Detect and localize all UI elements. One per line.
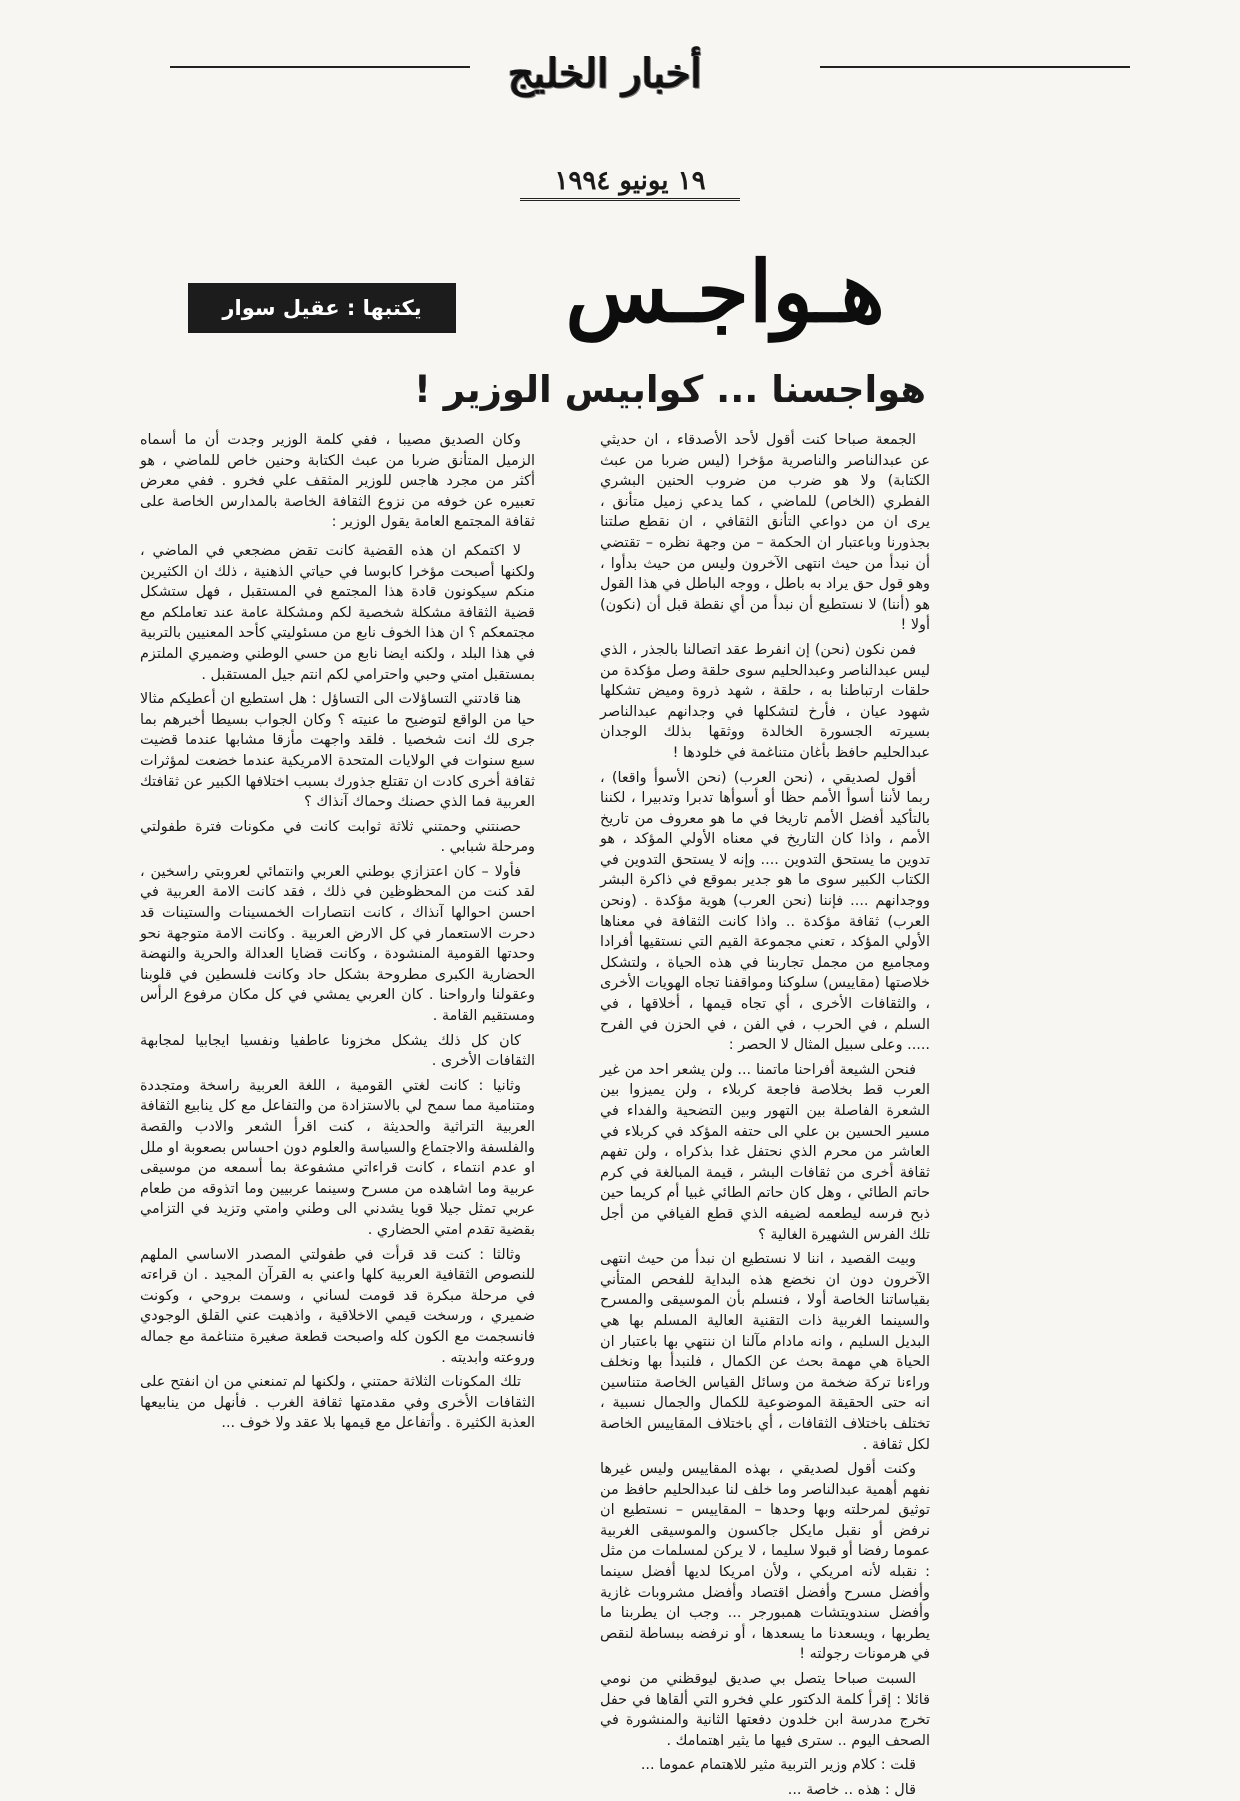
article-column-left <box>140 430 535 1434</box>
newspaper-logo-text: أخبار الخليج <box>508 49 702 97</box>
newspaper-logo <box>500 42 710 104</box>
article-column-right <box>600 430 930 1801</box>
paragraph: وبيت القصيد ، اننا لا نستطيع ان نبدأ من حيث انتهى الآخرون دون ان نخضع هذه البداية للفحص المتأني بقياساتنا الخاصة أولا ، فنسلم بأن الموسيقى والمسرح والسينما الغربية ذات التقنية العالية المسلم بها هي البديل السليم ، وانه مادام مآلنا ان ننتهي بها باعتبار ان الحياة هي مهمة بحث عن الكمال ، فلنبدأ بها ونخلف وراءنا تركة ضخمة من وسائل القياس الخاصة متناسين انه حتى الحقيقة الموضوعية للكمال والجمال نسبية ، تختلف باختلاف الثقافات ، أي باختلاف المقاييس الخاصة لكل ثقافة . <box>600 1251 930 1453</box>
paragraph: قال : هذه .. خاصة ... <box>787 1782 916 1798</box>
paragraph: فنحن الشيعة أفراحنا ماتمنا ... ولن يشعر احد من غير العرب قط بخلاصة فاجعة كربلاء ، ولن يميزوا بين الشعرة الفاصلة بين التهور وبين التضحية والفداء في مسير الحسين بن علي الى حتفه المؤكد في كربلاء في العاشر من محرم الذي نحتفل غدا بذكراه ، ولن تفهم ثقافة أخرى من ثقافات البشر ، قيمة المبالغة في كرم حاتم الطائي ، وهل كان حاتم الطائي غبيا أم كريما حين ذبح فرسه ليطعمه لضيفه الذي قطع الفيافي من أجل تلك الفرس الشهيرة الغالية ؟ <box>600 1061 930 1243</box>
paragraph: وكنت أقول لصديقي ، بهذه المقاييس وليس غيرها نفهم أهمية عبدالناصر وما خلف لنا عبدالحليم حافظ من توثيق لمرحلته وبها وحدها – المقاييس – نستطيع ان نرفض أو نقبل مايكل جاكسون والموسيقى الغربية عموما رفضا أو قبولا سليما ، لا يركن لمسلمات من مثل : نقبله لأنه امريكي ، ولأن امريكا لديها أفضل سينما وأفضل مسرح وأفضل اقتصاد وأفضل مشروبات غازية وأفضل سندويتشات همبورجر ... وجب ان يطربنا ما يطربها ، ويسعدنا ما يسعدها ، أو نرفضه ببساطة لنقص في هرمونات رجولته ! <box>600 1461 930 1663</box>
issue-date: ١٩ يونيو ١٩٩٤ <box>520 166 740 201</box>
quote-paragraph: فأولا – كان اعتزازي بوطني العربي وانتمائي لعروبتي راسخين ، لقد كنت من المحظوظين في ذلك ، فقد كانت الامة العربية في احسن احوالها آنذاك ، كانت انتصارات الخمسينات والستينات قد دحرت الاستعمار في كل الارض العربية . وكانت الامة متوجهة نحو وحدتها القومية المنشودة ، وكانت قضايا العدالة والحرية والنهضة الحضارية الكبرى مطروحة بشكل حاد وكانت فلسطين في قلوبنا وعقولنا وارواحنا . كان العربي يمشي في كل مكان مرفوع الرأس ومستقيم القامة . <box>140 863 535 1025</box>
paragraph: السبت صباحا يتصل بي صديق ليوقظني من نومي قائلا : إقرأ كلمة الدكتور علي فخرو التي ألقاها في حفل تخرج مدرسة ابن خلدون دفعتها الثانية والمنشورة في الصحف اليوم .. سترى فيها ما يثير اهتمامك . <box>600 1671 930 1749</box>
masthead-rule-left <box>170 66 470 68</box>
quote-paragraph: لا اكتمكم ان هذه القضية كانت تقض مضجعي في الماضي ، ولكنها أصبحت مؤخرا كابوسا في حياتي الذهنية ، ذلك ان الكثيرين منكم سيكونون قادة هذا المجتمع في المستقبل ، فهل ستشكل قضية الثقافة مشكلة شخصية لكم ومشكلة عامة عند تعاملكم مع مجتمعكم ؟ ان هذا الخوف نابع من مسئوليتي كأحد المعنيين بالتربية في هذا البلد ، ولكنه ايضا نابع من حسي الوطني وضميري الملتزم بمستقبل امتي وحبي واحترامي لكم انتم جيل المستقبل . <box>140 542 535 683</box>
paragraph-intro: وكان الصديق مصيبا ، ففي كلمة الوزير وجدت أن ما أسماه الزميل المتأنق ضربا من عبث الكتابة وحنين خاص للماضي ، هو أكثر من مجرد هاجس للوزير المثقف علي فخرو . ففي معرض تعبيره عن خوفه من نزوع الثقافة الخاصة بالمدارس الخاصة على ثقافة المجتمع العامة يقول الوزير : <box>140 432 535 531</box>
paragraph: فمن نكون (نحن) إن انفرط عقد اتصالنا بالجذر ، الذي ليس عبدالناصر وعبدالحليم سوى حلقة وصل مؤكدة من حلقات ارتباطنا به ، حلقة ، شهد ذروة وميض تشكلها شهود عيان ، فأرخ لتشكلها في وجدانهم عبدالناصر بسيرته الجسورة الخالدة ووثقها بذلك الوجدان عبدالحليم حافظ بأغان متناغمة في خلودها ! <box>600 641 930 761</box>
paragraph: الجمعة صباحا كنت أقول لأحد الأصدقاء ، ان حديثي عن عبدالناصر والناصرية مؤخرا (ليس ضربا من عبث الكتابة) ولا هو ضرب من ضروب الحنين البشري الفطري (الخاص) للماضي ، كما يدعي زميل متأنق ، يرى ان من دواعي التأنق الثقافي ، ان نقطع صلتنا بجذورنا وباعتبار ان الحكمة – من وجهة نظره – تقتضي أن نبدأ من حيث انتهى الآخرون وليس من حيث بدأوا ، وهو قول حق يراد به باطل ، ووجه الباطل في هذا القول هو (أننا) لا نستطيع أن نبدأ من أي نقطة قبل أن (نكون) أولا ! <box>600 432 930 634</box>
quote-paragraph: وثالثا : كنت قد قرأت في طفولتي المصدر الاساسي الملهم للنصوص الثقافية العربية كلها واعني به القرآن المجيد . ان قراءته في مرحلة مبكرة قد قومت لساني ، وسمت بروحي ، وكونت ضميري ، ورسخت قيمي الاخلاقية ، واذهبت عني القلق الوجودي فانسجمت مع الكون كله واصبحت قطعة صغيرة متناغمة مع جماله وروعته وابديته . <box>140 1246 535 1366</box>
quote-paragraph: كان كل ذلك يشكل مخزونا عاطفيا ونفسيا ايجابيا لمجابهة الثقافات الأخرى . <box>140 1032 535 1070</box>
paragraph: أقول لصديقي ، (نحن العرب) (نحن الأسوأ واقعا) ، ربما لأننا أسوأ الأمم حظا أو أسوأها تدبرا وتدبيرا ، لكننا بالتأكيد أفضل الأمم تاريخا في ما هو معروف من تاريخ الأمم ، واذا كان التاريخ في معناه الأولي المؤكد ، هو تدوين ما يستحق التدوين .... وإنه لا يستحق التدوين في الكتاب الكبير سوى ما هو جدير بموقع في ذاكرة البشر ووجدانهم .... فإننا (نحن العرب) هوية مؤكدة . (ونحن العرب) ثقافة مؤكدة .. واذا كانت الثقافة في معناها الأولي المؤكد ، تعني مجموعة القيم التي نستقيها أفرادا ومجاميع من مجمل تجاربنا في هذه الحياة ، ولتشكل خلاصتها (مقاييس) سلوكنا ومواقفنا تجاه الهويات الأخرى ، والثقافات الأخرى ، أي تجاه قيمها ، أخلاقها ، في السلم ، في الحرب ، في الفن ، في الحزن في الفرح ..... وعلى سبيل المثال لا الحصر : <box>600 769 930 1054</box>
column-name: هـواجـس <box>565 242 885 341</box>
paragraph: قلت : كلام وزير التربية مثير للاهتمام عموما ... <box>640 1757 916 1774</box>
quote-paragraph: حصنتني وحمتني ثلاثة ثوابت كانت في مكونات فترة طفولتي ومرحلة شبابي . <box>140 818 535 856</box>
article-headline: هواجسنا ... كوابيس الوزير ! <box>413 368 927 411</box>
minister-quote <box>140 541 535 1434</box>
masthead-rule-right <box>820 66 1130 68</box>
quote-paragraph: وثانيا : كانت لغتي القومية ، اللغة العربية راسخة ومتجددة ومتنامية مما سمح لي بالاستزادة من والتفاعل مع كل ينابيع الثقافة العربية التراثية والحديثة ، كنت اقرأ الشعر والادب والقصة والفلسفة والاجتماع والسياسة والعلوم دون احساس بصعوبة او ملل او عدم انتماء ، كانت قراءاتي مشفوعة بما أسمعه من موسيقى عربية وما اشاهده من مسرح وسينما عربيين وما اتذوقه من طعام عربي تمثل جيلا قويا يشدني الى وطني وامتي وتزيد في التزامي بقضية تقدم امتي الحضاري . <box>140 1077 535 1238</box>
quote-paragraph: هنا قادتني التساؤلات الى التساؤل : هل استطيع ان أعطيكم مثالا حيا من الواقع لتوضيح ما عنيته ؟ وكان الجواب بسيطا أخبرهم بما جرى لك انت شخصيا . فلقد واجهت مأزقا مشابها عندما قضيت سبع سنوات في الولايات المتحدة الامريكية عندما خضعت لمؤثرات ثقافة أخرى كادت ان تقتلع جذورك بسبب اختلافها الكبير عن ثقافتك العربية فما الذي حصنك وحماك آنذاك ؟ <box>140 691 535 811</box>
byline-box: يكتبها : عقيل سوار <box>188 283 456 333</box>
quote-paragraph: تلك المكونات الثلاثة حمتني ، ولكنها لم تمنعني من ان انفتح على الثقافات الأخرى وفي مقدمتها ثقافة الغرب . فأنهل من ينابيعها العذبة الكثيرة . وأتفاعل مع قيمها بلا عقد ولا خوف ... <box>140 1374 535 1432</box>
